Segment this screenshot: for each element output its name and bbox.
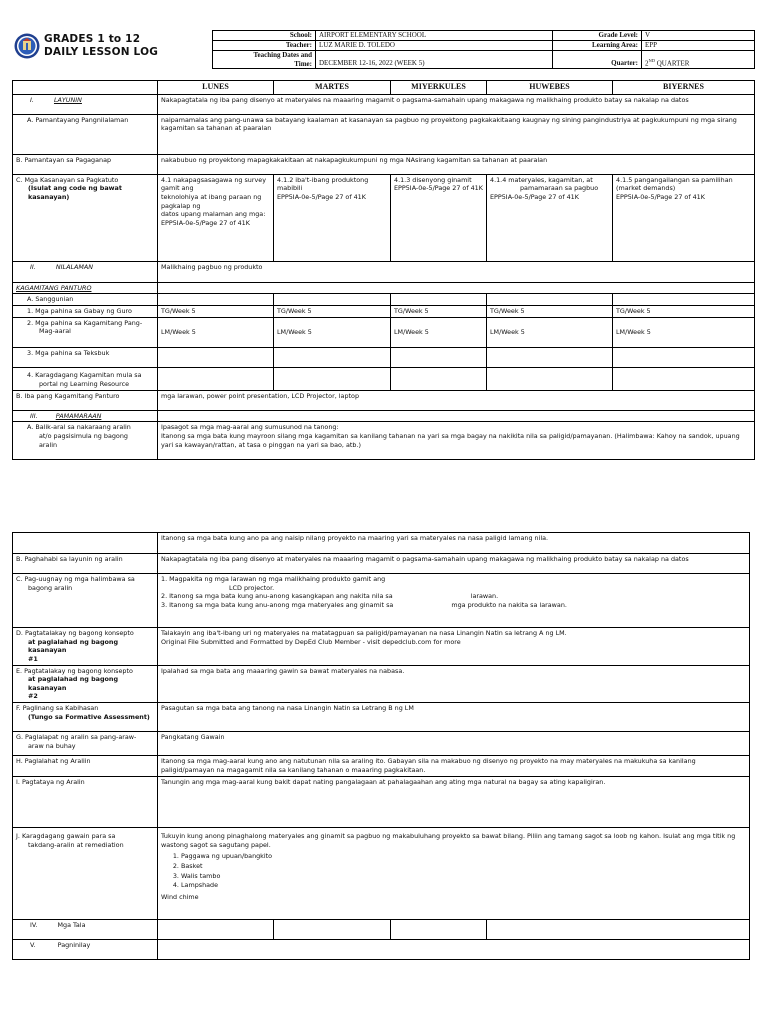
gabay-lunes: TG/Week 5 bbox=[158, 306, 274, 318]
balik-aral-label-line-1: A. Balik-aral sa nakaraang aralin bbox=[27, 423, 131, 432]
day-header-lunes: LUNES bbox=[158, 81, 274, 95]
sanggunian-label: A. Sanggunian bbox=[13, 294, 158, 306]
pamantayang-pangnilalaman-label: A. Pamantayang Pangnilalaman bbox=[13, 114, 158, 154]
gabay-miyerkules: TG/Week 5 bbox=[391, 306, 487, 318]
pamantayan-sa-pagaganap-text: nakabubuo ng proyektong mapagkakakitaan at nakapagkukumpuni ng mga NAsirang kagamitan sa tahanan at paaralan bbox=[158, 154, 755, 174]
kasanayan-biyernes bbox=[613, 174, 755, 261]
sanggunian-cell-4 bbox=[487, 294, 613, 306]
pagtatalakay-2-text: Ipalahad sa mga bata ang maaaring gawin sa bawat materyales na nabasa. bbox=[158, 665, 750, 703]
title-line-2: DAILY LESSON LOG bbox=[44, 46, 159, 58]
dates-label bbox=[213, 51, 316, 69]
kasanayan-label-line-2: (Isulat ang code ng bawat bbox=[28, 184, 122, 193]
pagtatalakay-1-label-line-3: #1 bbox=[28, 654, 38, 663]
quarter-value bbox=[642, 51, 755, 69]
pagtataya-label: I. Pagtataya ng Aralin bbox=[13, 777, 158, 828]
grade-label: Grade Level: bbox=[553, 31, 642, 41]
layunin-text: Nakapagtatala ng iba pang disenyo at materyales na maaaring magamit o pagsama-samahain upang makagawa ng malikhaing produkto batay sa nakalap na datos bbox=[158, 94, 755, 114]
pamantayan-sa-pagaganap-label: B. Pamantayan sa Pagaganap bbox=[13, 154, 158, 174]
list-item: 3. Walis tambo bbox=[181, 872, 746, 881]
sanggunian-cell-3 bbox=[391, 294, 487, 306]
layunin-label bbox=[13, 94, 158, 114]
quarter-number: 2 bbox=[645, 59, 649, 67]
teksbuk-cell-1 bbox=[158, 347, 274, 367]
pagtatalakay-1-text-line-1: Talakayin ang iba't-ibang uri ng materyales na matatagpuan sa paligid/pamayanan na nasa Linangin Natin sa letrang A ng LM. bbox=[161, 629, 567, 637]
pag-uugnay-item-1: 1. Magpakita ng mga larawan ng mga malikhaing produkto gamit ang bbox=[161, 575, 386, 583]
mga-tala-label bbox=[13, 920, 158, 940]
lesson-log-table-page-2 bbox=[12, 532, 750, 960]
mga-tala-cell-1 bbox=[158, 920, 274, 940]
gabay-huwebes: TG/Week 5 bbox=[487, 306, 613, 318]
title-line-1: GRADES 1 to 12 bbox=[44, 33, 141, 45]
kasanayan-martes bbox=[274, 174, 391, 261]
kasanayan-biyernes-code: EPP5IA-0e-5/Page 27 of 41K bbox=[616, 193, 705, 202]
karagdagang-gawain-instructions: Tukuyin kung anong pinaghalong materyales ang ginamit sa pagbuo ng makabuluhang proyekto sa bawat bilang. Piliin ang tamang sagot sa loob ng kahon. Isulat ang mga titik ng wastong sagot sa sagutang papel. bbox=[161, 832, 736, 849]
day-header-huwebes: HUWEBES bbox=[487, 81, 613, 95]
dates-label-line-2: Time: bbox=[294, 59, 312, 68]
paghahabi-text: Nakapagtatala ng iba pang disenyo at materyales na maaaring magamit o pagsama-samahain upang makagawa ng malikhaing produkto batay sa nakalap na datos bbox=[158, 554, 750, 574]
day-header-blank bbox=[13, 81, 158, 95]
pagtatalakay-1-label-line-1: D. Pagtatalakay ng bagong konsepto bbox=[16, 629, 134, 637]
area-value: EPP bbox=[642, 41, 755, 51]
pagninilay-label bbox=[13, 940, 158, 960]
iba-pang-kagamitan-label: B. Iba pang Kagamitang Panturo bbox=[13, 390, 158, 410]
paglalapat-label-line-1: G. Paglalapat ng aralin sa pang-araw- bbox=[16, 733, 137, 742]
kasanayan-label-line-3: kasanayan) bbox=[28, 193, 70, 202]
pag-uugnay-item-3-row bbox=[161, 601, 746, 610]
kagamitang-pang-label-line-2: Mag-aaral bbox=[39, 327, 71, 336]
karagdagang-cell-5 bbox=[613, 367, 755, 390]
list-item: 4. Lampshade bbox=[181, 881, 746, 890]
kasanayan-biyernes-line-1: 4.1.5 pangangailangan sa pamilihan (market demands) bbox=[616, 175, 733, 193]
pamamaraan-number: III. bbox=[30, 411, 38, 420]
pagtatalakay-2-label-line-1: E. Pagtatalakay ng bagong konsepto bbox=[16, 666, 133, 675]
karagdagang-gawain-list bbox=[181, 852, 746, 890]
teacher-value: LUZ MARIE D. TOLEDO bbox=[316, 41, 553, 51]
day-header-martes: MARTES bbox=[274, 81, 391, 95]
karagdagang-kagamitan-label bbox=[13, 367, 158, 390]
sanggunian-cell-1 bbox=[158, 294, 274, 306]
pamamaraan-label bbox=[13, 410, 158, 422]
pamamaraan-blank bbox=[158, 410, 755, 422]
karagdagang-gawain-text bbox=[158, 828, 750, 920]
gabay-martes: TG/Week 5 bbox=[274, 306, 391, 318]
gabay-ng-guro-label: 1. Mga pahina sa Gabay ng Guro bbox=[13, 306, 158, 318]
karagdagang-gawain-label bbox=[13, 828, 158, 920]
pag-uugnay-item-2-cont: larawan. bbox=[470, 592, 499, 601]
grade-value: V bbox=[642, 31, 755, 41]
teksbuk-cell-3 bbox=[391, 347, 487, 367]
layunin-number: I. bbox=[30, 95, 34, 104]
balik-aral-label-line-2: at/o pagsisimula ng bagong bbox=[39, 432, 128, 440]
deped-seal-logo bbox=[14, 33, 40, 59]
karagdagang-gawain-extra: Wind chime bbox=[161, 892, 199, 901]
paglalahat-text: Itanong sa mga mag-aaral kung ano ang natutunan nila sa araling ito. Gabayan sila na makabuo ng disenyo ng proyekto na may materyales na makukuha sa kanilang paligid/pamayan na magagamit nila sa kanilang tahanan o maaaring pagkakitaan. bbox=[158, 756, 750, 777]
kasanayan-miyerkules bbox=[391, 174, 487, 261]
pagninilay-title: Pagninilay bbox=[57, 941, 91, 950]
kasanayan-huwebes-line-1: 4.1.4 materyales, kagamitan, at bbox=[490, 175, 593, 184]
paglinang-label-line-2: (Tungo sa Formative Assessment) bbox=[28, 712, 150, 721]
pagtatalakay-1-label bbox=[13, 628, 158, 666]
mga-tala-cell-4 bbox=[487, 920, 750, 940]
dates-value: DECEMBER 12-16, 2022 (WEEK 5) bbox=[316, 51, 553, 69]
karagdagang-gawain-label-line-1: J. Karagdagang gawain para sa bbox=[16, 832, 116, 841]
pag-uugnay-item-3: 3. Itanong sa mga bata kung anu-anong mga materyales ang ginamit sa bbox=[161, 600, 394, 609]
pagtataya-text: Tanungin ang mga mag-aaral kung bakit dapat nating pangalagaan at pahalagaahan ang ating mga natural na bagay sa ating kapaligiran. bbox=[158, 777, 750, 828]
nilalaman-text: Malikhaing pagbuo ng produkto bbox=[158, 261, 755, 282]
pag-uugnay-item-1-cont: LCD projector. bbox=[229, 583, 275, 592]
kagamitang-panturo-label: KAGAMITANG PANTURO bbox=[13, 282, 158, 294]
paghahabi-label: B. Paghahabi sa layunin ng aralin bbox=[13, 554, 158, 574]
pagtatalakay-2-label-line-2: at paglalahad ng bagong kasanayan bbox=[28, 675, 119, 692]
paglalahat-label: H. Paglalahat ng Araliin bbox=[13, 756, 158, 777]
paglalapat-label bbox=[13, 732, 158, 756]
pag-uugnay-item-3-cont: mga produkto na nakita sa larawan. bbox=[451, 600, 567, 609]
kasanayan-martes-line-1: 4.1.2 iba't-ibang produktong mabibili bbox=[277, 175, 369, 193]
karagdagang-label-line-2: portal ng Learning Resource bbox=[39, 380, 130, 389]
karagdagang-cell-2 bbox=[274, 367, 391, 390]
mga-tala-cell-2 bbox=[274, 920, 391, 940]
paglinang-label-line-1: F. Paglinang sa Kabihasan bbox=[16, 704, 99, 713]
paglinang-label bbox=[13, 703, 158, 732]
school-value: AIRPORT ELEMENTARY SCHOOL bbox=[316, 31, 553, 41]
dates-label-line-1: Teaching Dates and bbox=[253, 51, 312, 59]
list-item: 2. Basket bbox=[181, 862, 746, 871]
balik-aral-label-line-3: aralin bbox=[39, 440, 58, 449]
nilalaman-number: II. bbox=[30, 262, 36, 271]
day-header-biyernes: BIYERNES bbox=[613, 81, 755, 95]
kasanayan-label-line-1: C. Mga Kasanayan sa Pagkatuto bbox=[16, 175, 119, 184]
area-label: Learning Area: bbox=[553, 41, 642, 51]
pagtatalakay-1-source-note: Original File Submitted and Formatted by DepEd Club Member - visit depedclub.com for more bbox=[161, 637, 461, 646]
paglinang-text: Pasagutan sa mga bata ang tanong na nasa Linangin Natin sa Letrang B ng LM bbox=[158, 703, 750, 732]
balik-aral-text-line-2: Itanong sa mga bata kung mayroon silang mga kagamitan sa kanilang tahanan na yari sa mga bagay na nakikita nila sa paligid/pamayanan. (Halimbawa: Kahoy na sandok, upuang yari sa kawayan/rattan, at tasa o pinggan na yari sa bao, atb.) bbox=[161, 432, 740, 449]
pag-uugnay-label-line-1: C. Pag-uugnay ng mga halimbawa sa bbox=[16, 575, 135, 583]
karagdagang-label-line-1: 4. Karagdagang Kagamitan mula sa bbox=[27, 371, 142, 380]
balik-aral-text bbox=[158, 422, 755, 460]
nilalaman-title: NILALAMAN bbox=[55, 262, 94, 271]
quarter-suffix: ND bbox=[648, 57, 655, 63]
karagdagang-cell-1 bbox=[158, 367, 274, 390]
kagamitang-pang-mag-aaral-label bbox=[13, 317, 158, 347]
lesson-log-table-page-1 bbox=[12, 80, 755, 460]
kasanayan-miyerkules-code: EPP5IA-0e-5/Page 27 of 41K bbox=[394, 184, 483, 193]
kasanayan-huwebes-code: EPP5IA-0e-5/Page 27 of 41K bbox=[490, 193, 579, 202]
balik-aral-label bbox=[13, 422, 158, 460]
pagtatalakay-2-label-line-3: #2 bbox=[28, 692, 38, 701]
pagninilay-text-blank bbox=[158, 940, 750, 960]
kagamitang-panturo-blank bbox=[158, 282, 755, 294]
pagtatalakay-1-label-line-2: at paglalahad ng bagong kasanayan bbox=[28, 637, 119, 655]
balik-aral-text-line-1: Ipasagot sa mga mag-aaral ang sumusunod na tanong: bbox=[161, 423, 339, 432]
sanggunian-cell-2 bbox=[274, 294, 391, 306]
kasanayan-miyerkules-line-1: 4.1.3 disenyong ginamit bbox=[394, 175, 472, 184]
pag-uugnay-item-2-row bbox=[161, 592, 746, 601]
mga-tala-cell-3 bbox=[391, 920, 487, 940]
kasanayan-lunes-line-1: 4.1 nakapagsasagawa ng survey gamit ang bbox=[161, 175, 266, 193]
nilalaman-label bbox=[13, 261, 158, 282]
paglalapat-label-line-2: araw na buhay bbox=[28, 741, 76, 750]
pag-uugnay-text bbox=[158, 574, 750, 628]
teksbuk-cell-2 bbox=[274, 347, 391, 367]
karagdagang-cell-3 bbox=[391, 367, 487, 390]
iba-pang-kagamitan-text: mga larawan, power point presentation, LCD Projector, laptop bbox=[158, 390, 755, 410]
lm-martes: LM/Week 5 bbox=[274, 317, 391, 347]
list-item: 1. Paggawa ng upuan/bangkito bbox=[181, 852, 746, 861]
mga-tala-title: Mga Tala bbox=[57, 921, 86, 930]
pagtatalakay-2-label bbox=[13, 665, 158, 703]
teksbuk-label: 3. Mga pahina sa Teksbuk bbox=[13, 347, 158, 367]
pamamaraan-title: PAMAMARAAN bbox=[55, 411, 102, 420]
continuation-label-blank bbox=[13, 533, 158, 554]
quarter-word: QUARTER bbox=[656, 59, 690, 67]
kasanayan-label bbox=[13, 174, 158, 261]
kasanayan-huwebes-line-2: pamamaraan sa pagbuo bbox=[520, 184, 599, 193]
lm-lunes: LM/Week 5 bbox=[158, 317, 274, 347]
teacher-label: Teacher: bbox=[213, 41, 316, 51]
school-label: School: bbox=[213, 31, 316, 41]
karagdagang-cell-4 bbox=[487, 367, 613, 390]
day-header-miyerkules: MIYERKULES bbox=[391, 81, 487, 95]
pag-uugnay-label-line-2: bagong aralin bbox=[28, 583, 73, 592]
paglalapat-text: Pangkatang Gawain bbox=[158, 732, 750, 756]
kasanayan-lunes bbox=[158, 174, 274, 261]
gabay-biyernes: TG/Week 5 bbox=[613, 306, 755, 318]
pagninilay-number: V. bbox=[30, 941, 36, 950]
layunin-title: LAYUNIN bbox=[53, 95, 82, 104]
pag-uugnay-item-2: 2. Itanong sa mga bata kung anu-anong kasangkapan ang nakita nila sa bbox=[161, 592, 393, 601]
kasanayan-lunes-code: EPP5IA-0e-5/Page 27 of 41K bbox=[161, 219, 250, 227]
sanggunian-cell-5 bbox=[613, 294, 755, 306]
pamantayang-pangnilalaman-text: naipamamalas ang pang-unawa sa batayang kaalaman at kasanayan sa pagbuo ng proyektong pagkakakitaang kaugnay ng sining pangindustriya at pagkukumpuni ng mga sirang kagamitan sa tahanan at paaralan bbox=[158, 114, 755, 154]
lm-miyerkules: LM/Week 5 bbox=[391, 317, 487, 347]
kasanayan-martes-code: EPP5IA-0e-5/Page 27 of 41K bbox=[277, 193, 366, 202]
kasanayan-lunes-line-3: datos upang malaman ang mga: bbox=[161, 210, 266, 219]
quarter-label: Quarter: bbox=[553, 51, 642, 69]
kasanayan-lunes-line-2: teknolohiya at ibang paraan ng pagkalap ng bbox=[161, 193, 262, 210]
lm-biyernes: LM/Week 5 bbox=[613, 317, 755, 347]
kagamitang-pang-label-line-1: 2. Mga pahina sa Kagamitang Pang- bbox=[27, 318, 143, 327]
lm-huwebes: LM/Week 5 bbox=[487, 317, 613, 347]
mga-tala-number: IV. bbox=[30, 921, 38, 930]
teksbuk-cell-4 bbox=[487, 347, 613, 367]
karagdagang-gawain-label-line-2: takdang-aralin at remediation bbox=[28, 840, 124, 849]
continuation-text: Itanong sa mga bata kung ano pa ang naisip nilang proyekto na maaring yari sa materyales na nasa paligid lamang nila. bbox=[158, 533, 750, 554]
pagtatalakay-1-text bbox=[158, 628, 750, 666]
teksbuk-cell-5 bbox=[613, 347, 755, 367]
header-info-table bbox=[212, 30, 755, 69]
kasanayan-huwebes bbox=[487, 174, 613, 261]
pag-uugnay-label bbox=[13, 574, 158, 628]
